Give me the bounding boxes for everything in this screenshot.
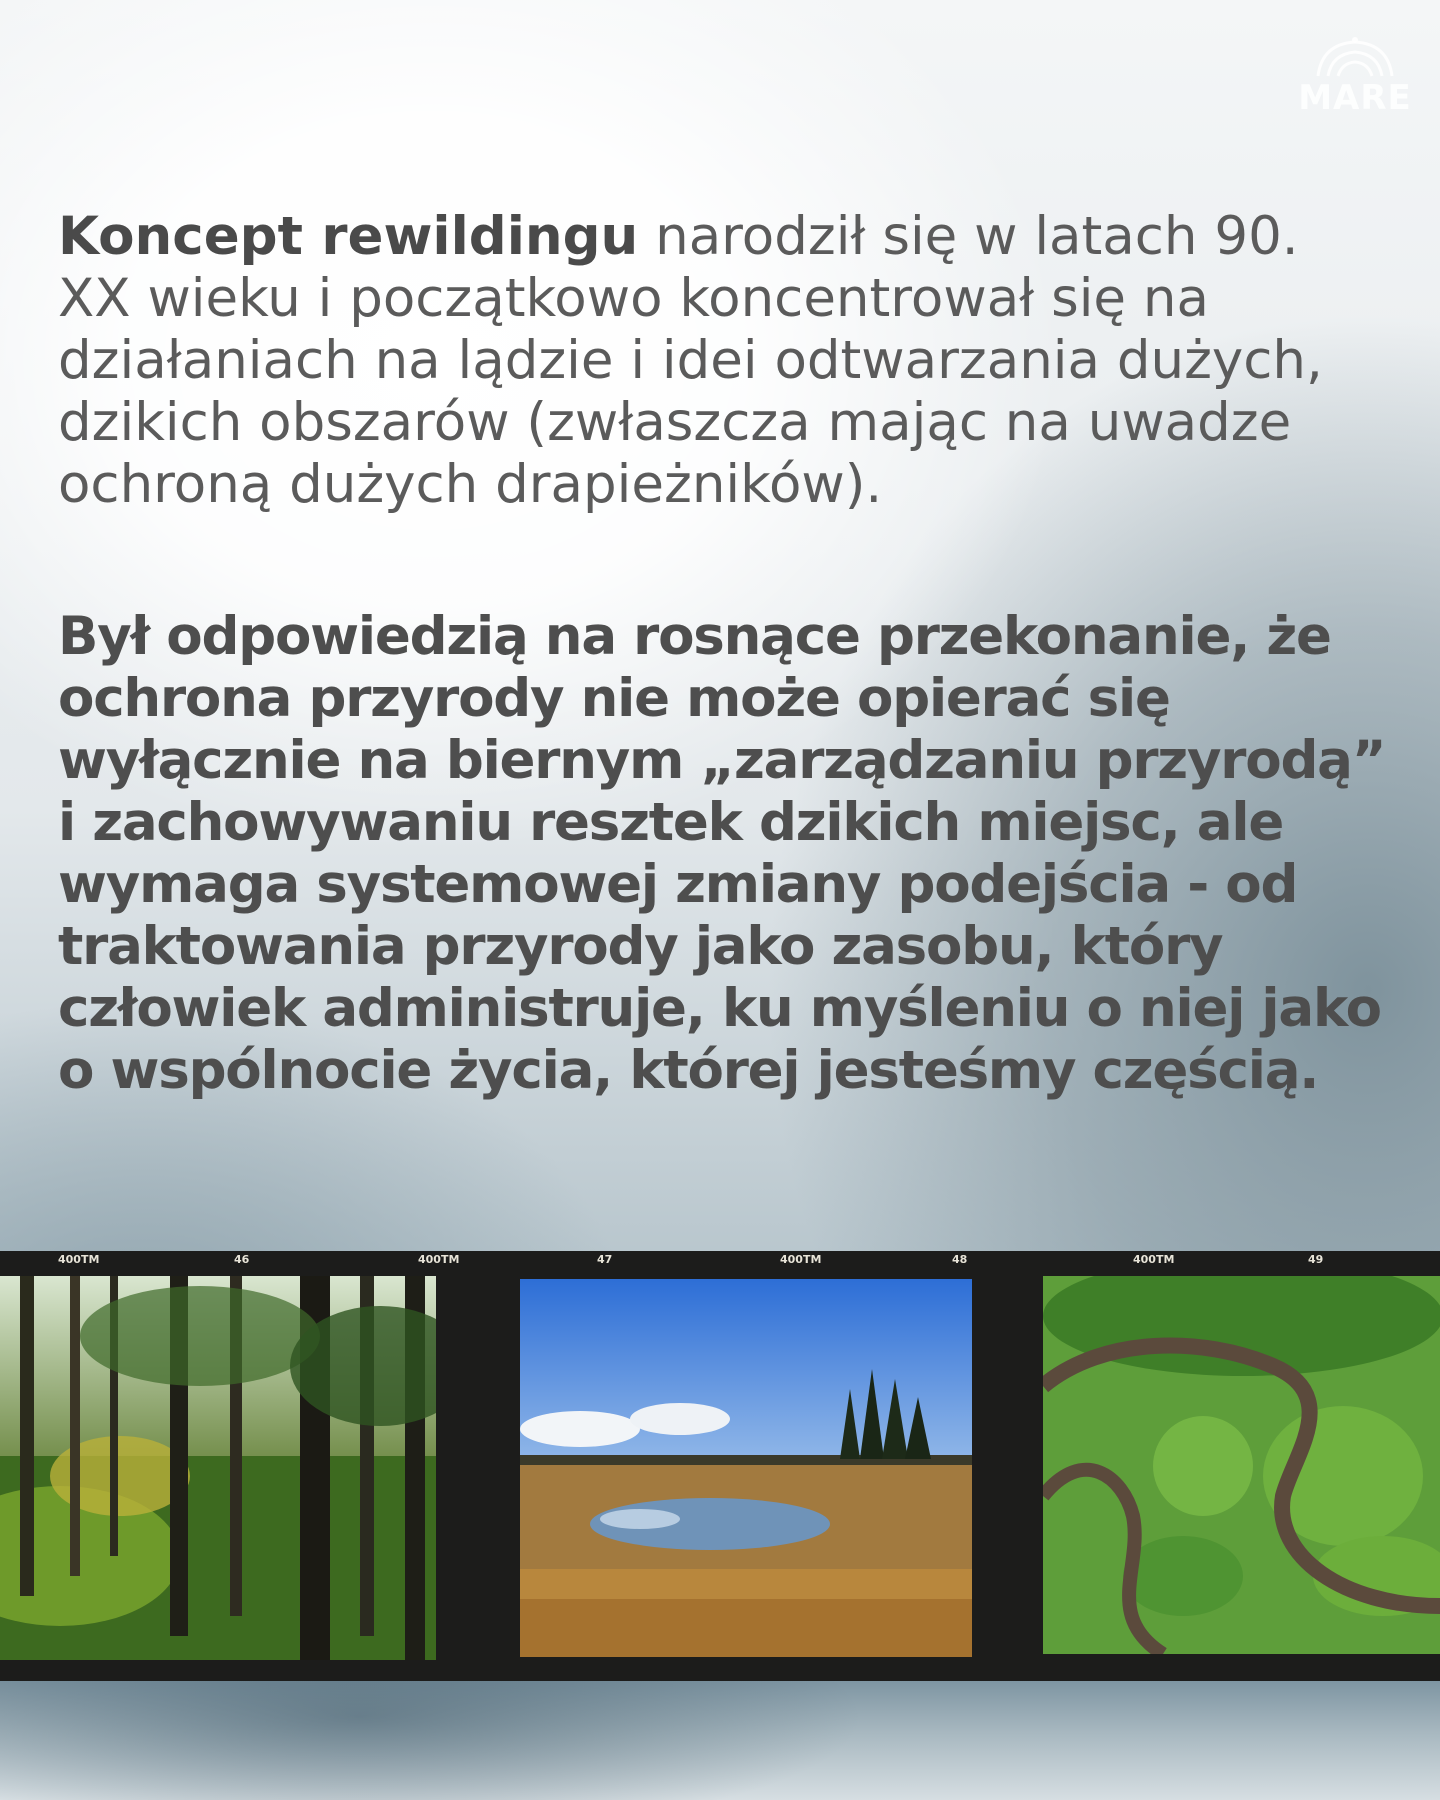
logo-text: MARE [1298,78,1412,118]
river-aerial-photo [1043,1276,1440,1654]
film-frame-number: 48 [952,1253,968,1266]
emphasis-paragraph: Był odpowiedzią na rosnące przekonanie, że ochrona przyrody nie może opierać się wyłącznie na biernym „zarządzaniu przyrodą” i zachowywaniu resztek dzikich miejsc, ale wymaga systemowej zmiany podejścia - od traktowania przyrody jako zasobu, który człowiek administruje, ku myśleniu o niej jako o wspólnocie życia, której jesteśmy częścią. [58,606,1386,1101]
film-label: 400TM [780,1253,822,1266]
film-label: 400TM [58,1253,100,1266]
film-frame-number: 46 [234,1253,250,1266]
mare-logo [1290,36,1420,126]
intro-paragraph [58,206,1388,516]
wetland-photo [520,1279,972,1657]
forest-photo [0,1276,436,1660]
wave-icon [1312,36,1398,78]
intro-text: narodził się w latach 90. XX wieku i początkowo koncentrował się na działaniach na lądzie i idei odtwarzania dużych, dzikich obszarów (zwłaszcza mając na uwadze ochroną dużych drapieżników). [58,206,1323,515]
film-frame-number: 47 [597,1253,613,1266]
intro-lead: Koncept rewildingu [58,206,639,267]
bottom-fog [0,1681,1440,1800]
film-strip [0,1251,1440,1681]
film-frame-number: 49 [1308,1253,1324,1266]
film-label: 400TM [418,1253,460,1266]
film-label: 400TM [1133,1253,1175,1266]
